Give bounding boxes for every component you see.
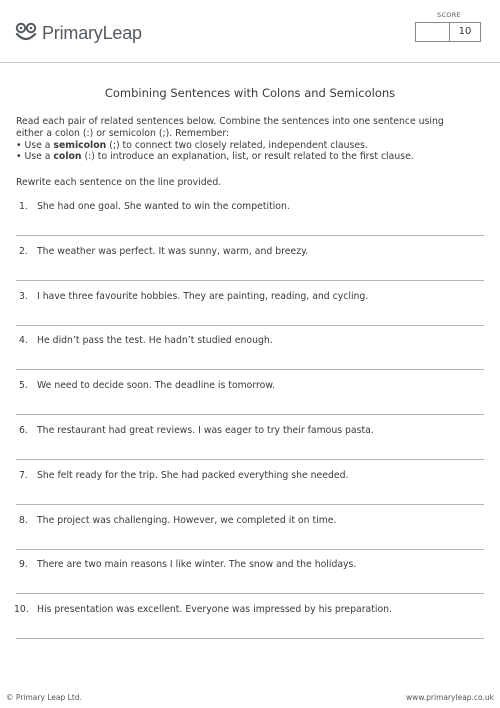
answer-line[interactable] xyxy=(16,369,484,370)
question-item xyxy=(0,378,500,423)
question-text: We need to decide soon. The deadline is tomorrow. xyxy=(37,380,276,392)
question-item xyxy=(0,557,500,602)
question-text: The weather was perfect. It was sunny, warm, and breezy. xyxy=(37,245,309,257)
question-text: He didn’t pass the test. He hadn’t studied enough. xyxy=(37,335,273,347)
question-item xyxy=(0,423,500,468)
answer-line[interactable] xyxy=(16,593,484,594)
question-number: 3. xyxy=(19,290,28,302)
footer-website-link[interactable]: www.primaryleap.co.uk xyxy=(406,693,494,702)
answer-line[interactable] xyxy=(16,280,484,281)
footer-copyright: © Primary Leap Ltd. xyxy=(6,693,82,702)
question-number: 1. xyxy=(19,201,28,212)
answer-line[interactable] xyxy=(16,549,484,550)
answer-line[interactable] xyxy=(16,459,484,460)
question-item xyxy=(0,333,500,378)
instruction-text: Rewrite each sentence on the line provided. xyxy=(16,177,222,188)
question-item xyxy=(0,289,500,334)
question-text: There are two main reasons I like winter. The snow and the holidays. xyxy=(37,559,357,571)
answer-line[interactable] xyxy=(16,325,484,326)
colon-rule: • Use a colon (:) to introduce an explanation, list, or result related to the first clause. xyxy=(16,151,414,163)
question-list xyxy=(0,199,500,647)
question-number: 4. xyxy=(19,335,28,347)
brand-name: PrimaryLeap xyxy=(42,22,142,43)
answer-line[interactable] xyxy=(16,638,484,639)
question-text: She felt ready for the trip. She had packed everything she needed. xyxy=(37,469,349,481)
score-box xyxy=(415,22,481,42)
question-number: 5. xyxy=(19,380,28,392)
question-text: I have three favourite hobbies. They are painting, reading, and cycling. xyxy=(37,290,369,302)
intro-text xyxy=(16,116,490,163)
header-divider xyxy=(0,62,500,63)
worksheet-title: Combining Sentences with Colons and Semicolons xyxy=(104,86,396,100)
answer-line[interactable] xyxy=(16,504,484,505)
intro-line: either a colon (:) or semicolon (;). Remember: xyxy=(16,127,230,139)
question-number: 10. xyxy=(14,604,29,616)
question-number: 9. xyxy=(19,559,28,571)
brand-logo[interactable] xyxy=(14,22,142,44)
question-text: His presentation was excellent. Everyone was impressed by his preparation. xyxy=(37,604,393,616)
semicolon-rule: • Use a semicolon (;) to connect two closely related, independent clauses. xyxy=(16,139,368,151)
colon-term: colon xyxy=(53,151,82,163)
answer-line[interactable] xyxy=(16,414,484,415)
question-item xyxy=(0,199,500,244)
question-item xyxy=(0,602,500,647)
intro-line: Read each pair of related sentences below. Combine the sentences into one sentence using xyxy=(16,116,444,127)
question-item xyxy=(0,468,500,513)
question-number: 7. xyxy=(19,469,28,481)
frog-logo-icon xyxy=(14,22,38,44)
question-number: 6. xyxy=(19,424,28,436)
question-text: The project was challenging. However, we completed it on time. xyxy=(37,514,337,526)
page-header xyxy=(0,0,500,62)
question-number: 2. xyxy=(19,245,28,257)
question-number: 8. xyxy=(19,514,28,526)
question-item xyxy=(0,513,500,558)
score-max: 10 xyxy=(458,26,472,37)
question-item xyxy=(0,244,500,289)
answer-line[interactable] xyxy=(16,235,484,236)
question-text: The restaurant had great reviews. I was eager to try their famous pasta. xyxy=(37,424,374,436)
semicolon-term: semicolon xyxy=(53,139,107,151)
score-label: SCORE xyxy=(437,11,461,19)
score-blank-field[interactable] xyxy=(416,23,450,41)
question-text: She had one goal. She wanted to win the competition. xyxy=(37,201,290,212)
